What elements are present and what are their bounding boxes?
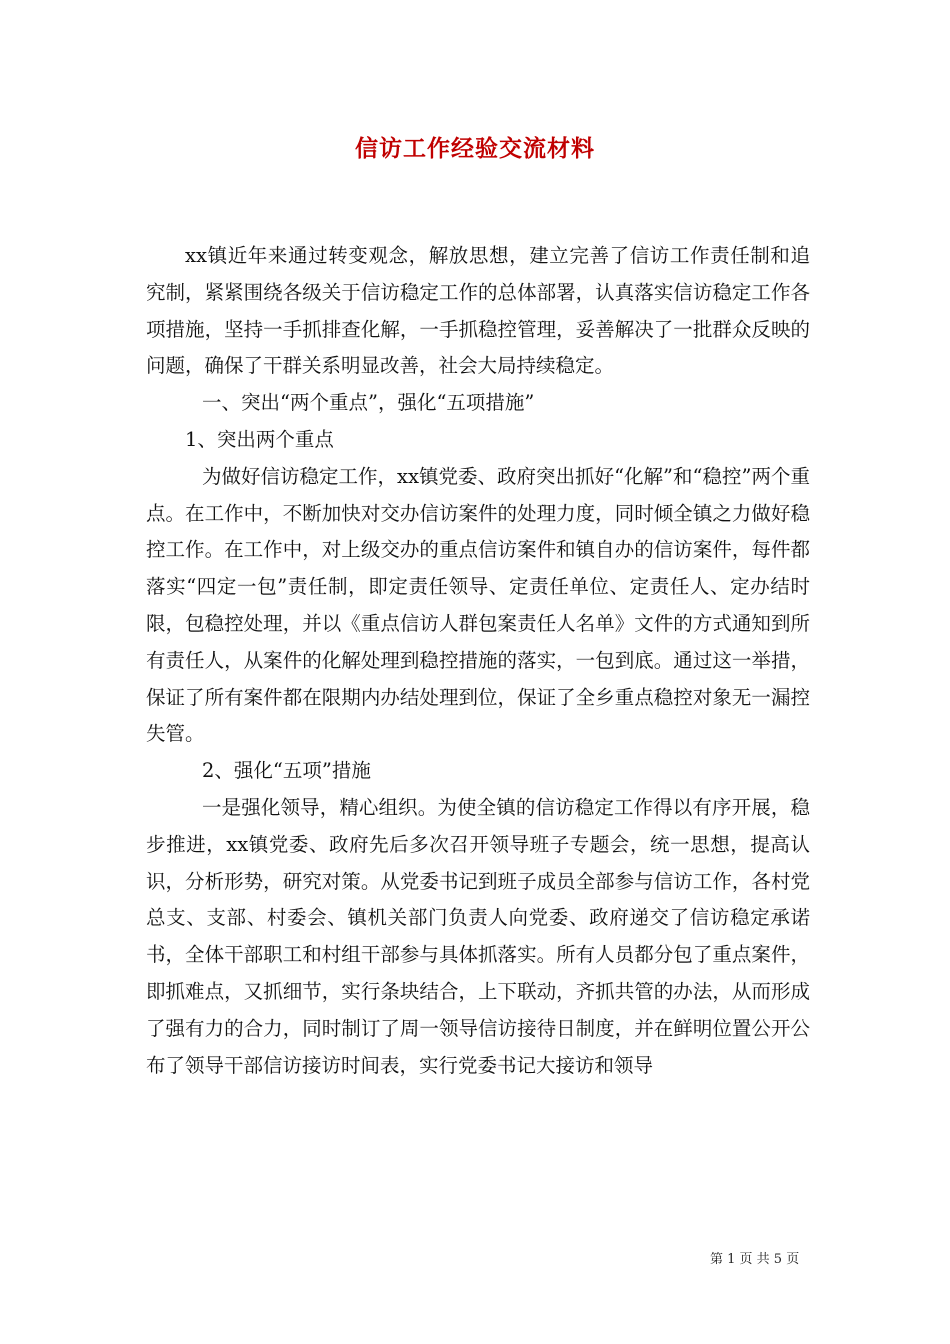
paragraph-leadership: 一是强化领导，精心组织。为使全镇的信访稳定工作得以有序开展，稳步推进，xx镇党委、政府先后多次召开领导班子专题会，统一思想，提高认识，分析形势，研究对策。从党委书记到班子成员全部参与信访工作，各村党总支、支部、村委会、镇机关部门负责人向党委、政府递交了信访稳定承诺书，全体干部职工和村组干部参与具体抓落实。所有人员都分包了重点案件，即抓难点，又抓细节，实行条块结合，上下联动，齐抓共管的办法，从而形成了强有力的合力，同时制订了周一领导信访接待日制度，并在鲜明位置公开公布了领导干部信访接访时间表，实行党委书记大接访和领导 [146,795,810,1077]
page-number-footer: 第 1 页 共 5 页 [710,1252,800,1267]
subsection-heading-2: 2、强化“五项”措施 [202,759,371,783]
document-body [146,238,810,1084]
section-heading-1: 一、突出“两个重点”，强化“五项措施” [202,391,535,415]
page-title: 信访工作经验交流材料 [355,135,595,162]
paragraph-two-key-points: 为做好信访稳定工作，xx镇党委、政府突出抓好“化解”和“稳控”两个重点。在工作中，不断加快对交办信访案件的处理力度，同时倾全镇之力做好稳控工作。在工作中，对上级交办的重点信访案件和镇自办的信访案件，每件都落实“四定一包”责任制，即定责任领导、定责任单位、定责任人、定办结时限，包稳控处理，并以《重点信访人群包案责任人名单》文件的方式通知到所有责任人，从案件的化解处理到稳控措施的落实，一包到底。通过这一举措，保证了所有案件都在限期内办结处理到位，保证了全乡重点稳控对象无一漏控失管。 [146,464,810,746]
paragraph-intro: xx镇近年来通过转变观念，解放思想，建立完善了信访工作责任制和追究制，紧紧围绕各级关于信访稳定工作的总体部署，认真落实信访稳定工作各项措施，坚持一手抓排查化解，一手抓稳控管理，妥善解决了一批群众反映的问题，确保了干群关系明显改善，社会大局持续稳定。 [146,244,810,378]
subsection-heading-1: 1、突出两个重点 [185,427,334,451]
